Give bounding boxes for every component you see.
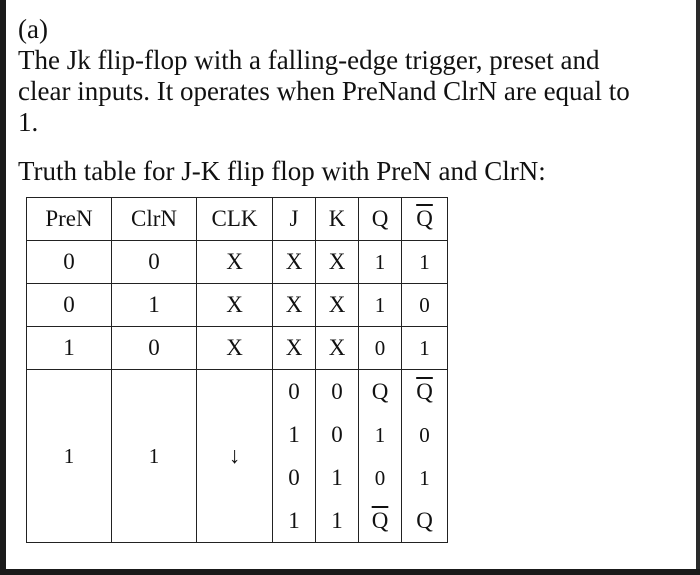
cell-q: 1 <box>359 241 402 284</box>
cell-q-stack <box>359 370 402 543</box>
description-line: clear inputs. It operates when PreNand ClrN are equal to <box>18 76 630 106</box>
cell-clk: X <box>197 327 273 370</box>
header-clrn: ClrN <box>112 198 197 241</box>
cell-j: 1 <box>288 421 300 447</box>
frame-right-border <box>696 0 700 575</box>
cell-pren: 0 <box>27 284 112 327</box>
header-j: J <box>273 198 316 241</box>
truth-table <box>26 197 448 543</box>
description-line: The Jk flip-flop with a falling-edge trigger, preset and <box>18 45 600 75</box>
cell-q-bar: 1 <box>402 327 448 370</box>
cell-j: 1 <box>288 507 300 533</box>
cell-pren: 0 <box>27 241 112 284</box>
cell-clrn: 0 <box>112 327 197 370</box>
cell-clk: X <box>197 284 273 327</box>
table-caption: Truth table for J-K flip flop with PreN and ClrN: <box>18 156 546 186</box>
cell-q: 0 <box>374 465 386 490</box>
cell-clrn: 1 <box>112 370 197 543</box>
table-row <box>27 327 448 370</box>
cell-clrn: 0 <box>112 241 197 284</box>
frame-bottom-border <box>0 569 700 575</box>
cell-q: 0 <box>359 327 402 370</box>
cell-j: X <box>273 284 316 327</box>
description <box>18 45 683 169</box>
cell-j: X <box>273 327 316 370</box>
cell-k: X <box>316 284 359 327</box>
cell-j: 0 <box>288 464 300 490</box>
header-q: Q <box>359 198 402 241</box>
cell-q-bar: 1 <box>419 465 430 490</box>
table-header-row <box>27 198 448 241</box>
cell-q-bar: 1 <box>402 241 448 284</box>
cell-pren: 1 <box>27 327 112 370</box>
cell-q-bar: 0 <box>402 284 448 327</box>
clocked-row <box>27 370 448 543</box>
cell-q-bar-toggle: Q <box>416 507 433 533</box>
description-line: 1. <box>18 107 39 137</box>
cell-k: 1 <box>331 507 343 533</box>
cell-j: X <box>273 241 316 284</box>
cell-q-toggle: $\overline{Q}$ <box>371 507 389 533</box>
cell-j: 0 <box>288 378 300 404</box>
cell-clrn: 1 <box>112 284 197 327</box>
cell-q-bar-hold: $\overline{Q}$ <box>416 378 433 404</box>
frame-left-border <box>0 0 6 575</box>
cell-pren: 1 <box>27 370 112 543</box>
cell-clk-falling-edge: ↓ <box>197 370 273 543</box>
text-block <box>18 14 683 169</box>
header-k: K <box>316 198 359 241</box>
cell-k: X <box>316 327 359 370</box>
table-row <box>27 241 448 284</box>
header-q-bar: $\overline{Q}$ <box>402 198 448 241</box>
header-pren: PreN <box>27 198 112 241</box>
cell-q-bar: 0 <box>419 422 430 447</box>
cell-k-stack <box>316 370 359 543</box>
cell-q: 1 <box>359 284 402 327</box>
cell-k: 0 <box>331 378 343 404</box>
cell-k: 0 <box>331 421 343 447</box>
header-clk: CLK <box>197 198 273 241</box>
cell-k: 1 <box>331 464 343 490</box>
cell-j-stack <box>273 370 316 543</box>
table-row <box>27 284 448 327</box>
cell-clk: X <box>197 241 273 284</box>
cell-q-bar-stack <box>402 370 448 543</box>
part-label: (a) <box>18 14 48 44</box>
cell-k: X <box>316 241 359 284</box>
cell-q-hold: Q <box>371 378 389 404</box>
cell-q: 1 <box>374 422 386 447</box>
